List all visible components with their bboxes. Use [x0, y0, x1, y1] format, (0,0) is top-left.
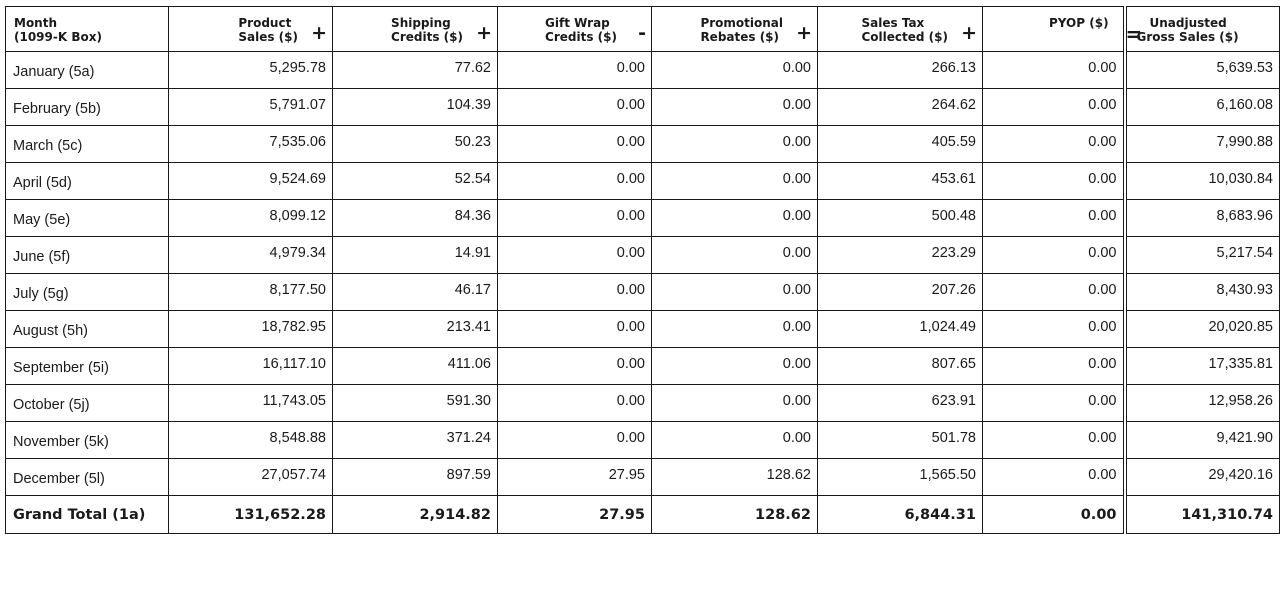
table-row: [6, 348, 1280, 385]
shipping-credits-cell: 897.59: [333, 459, 498, 496]
sales-tax-collected-cell: 500.48: [818, 200, 983, 237]
promotional-rebates-cell: 0.00: [652, 422, 818, 459]
column-header-line-2: Collected ($): [861, 30, 948, 44]
promotional-rebates-cell: 0.00: [652, 237, 818, 274]
unadjusted-gross-sales-cell: 8,430.93: [1125, 274, 1280, 311]
gift-wrap-credits-cell: 0.00: [498, 311, 652, 348]
promotional-rebates-cell: 128.62: [652, 459, 818, 496]
product-sales-cell: 8,177.50: [169, 274, 333, 311]
column-header-line-2: Credits ($): [545, 30, 617, 44]
promotional-rebates-cell: 0.00: [652, 348, 818, 385]
unadjusted-gross-sales-cell: 29,420.16: [1125, 459, 1280, 496]
pyop-column-header: [983, 7, 1125, 52]
shipping-credits-cell: 77.62: [333, 52, 498, 89]
shipping-credits-cell: 14.91: [333, 237, 498, 274]
sales-tax-collected-cell: 623.91: [818, 385, 983, 422]
shipping-credits-cell: 591.30: [333, 385, 498, 422]
month-cell: April (5d): [6, 163, 169, 200]
shipping-credits-cell: 46.17: [333, 274, 498, 311]
table-row: [6, 200, 1280, 237]
table-row: [6, 52, 1280, 89]
pyop-cell: 0.00: [983, 52, 1125, 89]
gift-wrap-credits-cell: 0.00: [498, 89, 652, 126]
shipping-credits-cell: 50.23: [333, 126, 498, 163]
pyop-cell: 0.00: [983, 274, 1125, 311]
shipping-credits-cell: 52.54: [333, 163, 498, 200]
product-sales-cell: 11,743.05: [169, 385, 333, 422]
table-row: [6, 274, 1280, 311]
gift-wrap-credits-column-header: [498, 7, 652, 52]
product-sales-cell: 8,548.88: [169, 422, 333, 459]
month-cell: March (5c): [6, 126, 169, 163]
product-sales-cell: 5,791.07: [169, 89, 333, 126]
unadjusted-gross-sales-cell: 17,335.81: [1125, 348, 1280, 385]
pyop-cell: 0.00: [983, 385, 1125, 422]
table-row: [6, 459, 1280, 496]
total-pyop: 0.00: [983, 496, 1125, 534]
shipping-credits-cell: 84.36: [333, 200, 498, 237]
month-cell: June (5f): [6, 237, 169, 274]
month-cell: December (5l): [6, 459, 169, 496]
table-row: [6, 422, 1280, 459]
sales-tax-collected-cell: 264.62: [818, 89, 983, 126]
product-sales-cell: 5,295.78: [169, 52, 333, 89]
month-cell: November (5k): [6, 422, 169, 459]
pyop-cell: 0.00: [983, 89, 1125, 126]
promotional-rebates-cell: 0.00: [652, 274, 818, 311]
pyop-cell: 0.00: [983, 126, 1125, 163]
product-sales-cell: 8,099.12: [169, 200, 333, 237]
total-gift-wrap-credits: 27.95: [498, 496, 652, 534]
product-sales-cell: 9,524.69: [169, 163, 333, 200]
gift-wrap-credits-cell: 0.00: [498, 237, 652, 274]
header-row: [6, 7, 1280, 52]
month-cell: May (5e): [6, 200, 169, 237]
pyop-cell: 0.00: [983, 163, 1125, 200]
promotional-rebates-column-header: [652, 7, 818, 52]
promotional-rebates-cell: 0.00: [652, 311, 818, 348]
product-sales-column-header: [169, 7, 333, 52]
pyop-cell: 0.00: [983, 348, 1125, 385]
sales-tax-collected-column-header: [818, 7, 983, 52]
promotional-rebates-cell: 0.00: [652, 126, 818, 163]
table-row: [6, 385, 1280, 422]
plus-operator: +: [796, 22, 812, 44]
month-header-line-2: (1099-K Box): [14, 30, 102, 44]
promotional-rebates-cell: 0.00: [652, 200, 818, 237]
sales-tax-collected-cell: 501.78: [818, 422, 983, 459]
month-cell: July (5g): [6, 274, 169, 311]
gift-wrap-credits-cell: 0.00: [498, 163, 652, 200]
promotional-rebates-cell: 0.00: [652, 385, 818, 422]
month-cell: September (5i): [6, 348, 169, 385]
plus-operator: +: [311, 22, 327, 44]
product-sales-cell: 7,535.06: [169, 126, 333, 163]
month-cell: February (5b): [6, 89, 169, 126]
shipping-credits-cell: 104.39: [333, 89, 498, 126]
pyop-cell: 0.00: [983, 311, 1125, 348]
gift-wrap-credits-cell: 0.00: [498, 348, 652, 385]
pyop-cell: 0.00: [983, 422, 1125, 459]
gift-wrap-credits-cell: 0.00: [498, 52, 652, 89]
table-row: [6, 89, 1280, 126]
product-sales-cell: 27,057.74: [169, 459, 333, 496]
shipping-credits-cell: 213.41: [333, 311, 498, 348]
pyop-cell: 0.00: [983, 237, 1125, 274]
month-cell: August (5h): [6, 311, 169, 348]
sales-tax-collected-cell: 1,565.50: [818, 459, 983, 496]
promotional-rebates-cell: 0.00: [652, 52, 818, 89]
gift-wrap-credits-cell: 0.00: [498, 422, 652, 459]
column-header-line-1: Shipping: [391, 16, 451, 30]
product-sales-cell: 16,117.10: [169, 348, 333, 385]
grand-total-label: Grand Total (1a): [6, 496, 169, 534]
unadjusted-gross-sales-cell: 20,020.85: [1125, 311, 1280, 348]
sales-tax-collected-cell: 453.61: [818, 163, 983, 200]
column-header-line-2: Credits ($): [391, 30, 463, 44]
total-unadjusted-gross-sales: 141,310.74: [1125, 496, 1280, 534]
plus-operator: +: [476, 22, 492, 44]
sales-tax-collected-cell: 1,024.49: [818, 311, 983, 348]
product-sales-cell: 18,782.95: [169, 311, 333, 348]
sales-tax-collected-cell: 207.26: [818, 274, 983, 311]
total-promotional-rebates: 128.62: [652, 496, 818, 534]
plus-operator: +: [961, 22, 977, 44]
unadjusted-gross-sales-cell: 8,683.96: [1125, 200, 1280, 237]
total-sales-tax-collected: 6,844.31: [818, 496, 983, 534]
gift-wrap-credits-cell: 0.00: [498, 274, 652, 311]
total-product-sales: 131,652.28: [169, 496, 333, 534]
total-shipping-credits: 2,914.82: [333, 496, 498, 534]
promotional-rebates-cell: 0.00: [652, 89, 818, 126]
sales-tax-collected-cell: 266.13: [818, 52, 983, 89]
unadjusted-gross-sales-cell: 10,030.84: [1125, 163, 1280, 200]
sales-tax-collected-cell: 807.65: [818, 348, 983, 385]
sales-tax-collected-cell: 405.59: [818, 126, 983, 163]
column-header-line-1: PYOP ($): [1049, 16, 1109, 30]
sales-tax-collected-cell: 223.29: [818, 237, 983, 274]
unadjusted-gross-sales-column-header: [1125, 7, 1280, 52]
table-row: [6, 237, 1280, 274]
gift-wrap-credits-cell: 27.95: [498, 459, 652, 496]
shipping-credits-cell: 371.24: [333, 422, 498, 459]
product-sales-cell: 4,979.34: [169, 237, 333, 274]
unadjusted-gross-sales-cell: 9,421.90: [1125, 422, 1280, 459]
gift-wrap-credits-cell: 0.00: [498, 126, 652, 163]
column-header-line-2: Rebates ($): [700, 30, 780, 44]
month-column-header: [6, 7, 169, 52]
gift-wrap-credits-cell: 0.00: [498, 200, 652, 237]
column-header-line-2: Gross Sales ($): [1136, 30, 1239, 44]
grand-total-row: [6, 496, 1280, 534]
column-header-line-1: Gift Wrap: [545, 16, 610, 30]
minus-operator: -: [638, 22, 646, 44]
unadjusted-gross-sales-cell: 7,990.88: [1125, 126, 1280, 163]
promotional-rebates-cell: 0.00: [652, 163, 818, 200]
shipping-credits-cell: 411.06: [333, 348, 498, 385]
equals-operator: =: [1125, 22, 1143, 46]
sales-summary-table: [5, 6, 1280, 534]
unadjusted-gross-sales-cell: 5,639.53: [1125, 52, 1280, 89]
shipping-credits-column-header: [333, 7, 498, 52]
unadjusted-gross-sales-cell: 12,958.26: [1125, 385, 1280, 422]
month-cell: October (5j): [6, 385, 169, 422]
column-header-line-1: Promotional: [700, 16, 783, 30]
column-header-line-1: Sales Tax: [861, 16, 925, 30]
pyop-cell: 0.00: [983, 200, 1125, 237]
gift-wrap-credits-cell: 0.00: [498, 385, 652, 422]
column-header-line-1: Unadjusted: [1149, 16, 1227, 30]
unadjusted-gross-sales-cell: 5,217.54: [1125, 237, 1280, 274]
table-row: [6, 126, 1280, 163]
month-header-line-1: Month: [14, 16, 58, 30]
column-header-line-2: Sales ($): [238, 30, 298, 44]
pyop-cell: 0.00: [983, 459, 1125, 496]
column-header-line-1: Product: [238, 16, 292, 30]
table-row: [6, 163, 1280, 200]
table-row: [6, 311, 1280, 348]
unadjusted-gross-sales-cell: 6,160.08: [1125, 89, 1280, 126]
month-cell: January (5a): [6, 52, 169, 89]
